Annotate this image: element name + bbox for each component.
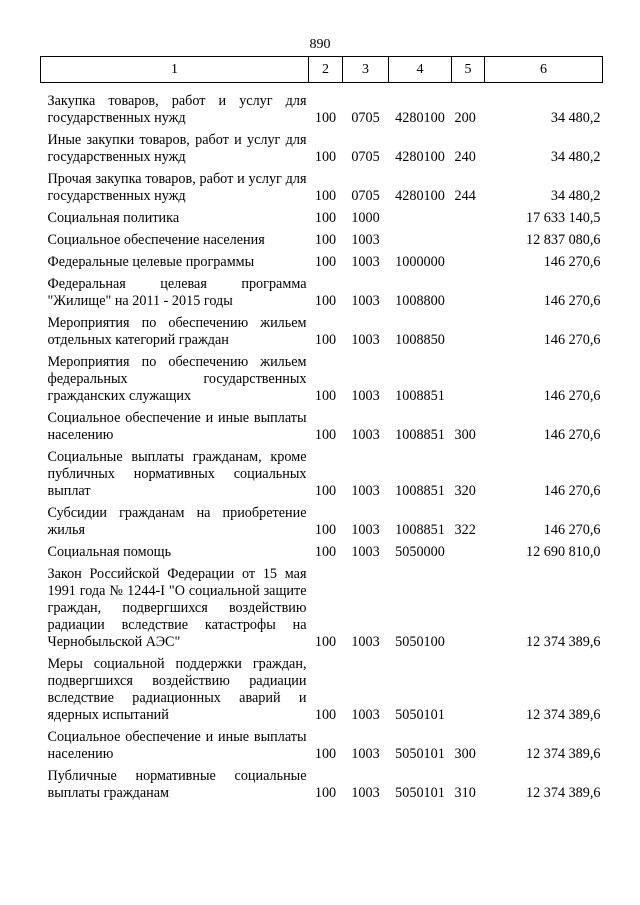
header-col-2: 2: [309, 57, 343, 83]
row-code-expense: [452, 249, 485, 271]
row-code-target: 5050101: [395, 746, 445, 762]
table-row: [41, 561, 603, 651]
row-code-section: 1003: [351, 544, 380, 560]
row-code-ministry: 100: [314, 388, 337, 404]
row-code-target: 4280100: [395, 149, 445, 165]
row-code-expense: 300: [454, 427, 476, 443]
row-code-ministry: 100: [314, 149, 337, 165]
row-code-section: 1003: [351, 293, 380, 309]
row-code-target: 1008851: [395, 427, 445, 443]
row-code-expense: [452, 561, 485, 651]
row-code-expense: [452, 651, 485, 724]
row-code-expense: [452, 310, 485, 349]
row-name: Закон Российской Федерации от 15 мая 1991 года № 1244-I "О социальной защите граждан, подвергшихся воздействию радиации вследствие катастрофы на Чернобыльской АЭС": [47, 566, 307, 650]
row-code-target: 1008851: [395, 388, 445, 404]
header-col-6: 6: [485, 57, 603, 83]
row-code-expense: 322: [454, 522, 476, 538]
row-name: Меры социальной поддержки граждан, подвергшихся воздействию радиации вследствие радиационных аварий и ядерных испытаний: [47, 656, 307, 723]
row-code-section: 1000: [351, 210, 380, 226]
table-row: [41, 651, 603, 724]
row-amount: 146 270,6: [543, 427, 601, 443]
row-code-section: 1003: [351, 746, 380, 762]
budget-table: [40, 56, 603, 802]
row-amount: 17 633 140,5: [526, 210, 601, 226]
row-code-expense: [452, 271, 485, 310]
row-code-expense: [452, 205, 485, 227]
row-name: Субсидии гражданам на приобретение жилья: [47, 505, 307, 538]
row-code-ministry: 100: [314, 293, 337, 309]
row-amount: 146 270,6: [543, 388, 601, 404]
row-code-ministry: 100: [314, 746, 337, 762]
row-code-target: 4280100: [395, 188, 445, 204]
row-code-section: 0705: [351, 188, 380, 204]
row-name: Социальные выплаты гражданам, кроме публичных нормативных социальных выплат: [47, 449, 307, 499]
row-code-target: 4280100: [395, 110, 445, 126]
row-code-section: 1003: [351, 483, 380, 499]
row-name: Мероприятия по обеспечению жильем отдельных категорий граждан: [47, 315, 307, 348]
row-name: Социальное обеспечение и иные выплаты населению: [47, 729, 307, 762]
row-code-section: 1003: [351, 388, 380, 404]
row-code-ministry: 100: [314, 427, 337, 443]
row-code-ministry: 100: [314, 254, 337, 270]
row-amount: 12 374 389,6: [526, 707, 601, 723]
row-code-expense: 320: [454, 483, 476, 499]
row-code-section: 1003: [351, 232, 380, 248]
table-row: [41, 249, 603, 271]
row-code-expense: [452, 227, 485, 249]
row-code-expense: 240: [454, 149, 476, 165]
row-code-target: 1000000: [395, 254, 445, 270]
row-code-target: 5050101: [395, 785, 445, 801]
row-code-ministry: 100: [314, 785, 337, 801]
header-row: [41, 57, 603, 83]
row-code-section: 0705: [351, 110, 380, 126]
row-code-section: 0705: [351, 149, 380, 165]
row-code-ministry: 100: [314, 332, 337, 348]
row-amount: 12 374 389,6: [526, 746, 601, 762]
row-code-section: 1003: [351, 254, 380, 270]
row-code-section: 1003: [351, 707, 380, 723]
table-row: [41, 763, 603, 802]
row-name: Социальная политика: [47, 210, 180, 226]
row-code-ministry: 100: [314, 188, 337, 204]
row-code-ministry: 100: [314, 544, 337, 560]
row-amount: 12 837 080,6: [526, 232, 601, 248]
row-code-target: 1008850: [395, 332, 445, 348]
row-code-target: 1008800: [395, 293, 445, 309]
table-row: [41, 227, 603, 249]
table-row: [41, 271, 603, 310]
row-code-section: 1003: [351, 522, 380, 538]
table-row: [41, 205, 603, 227]
row-code-section: 1003: [351, 427, 380, 443]
row-amount: 34 480,2: [550, 149, 601, 165]
row-code-target: 1008851: [395, 483, 445, 499]
row-code-expense: [452, 349, 485, 405]
row-code-expense: 310: [454, 785, 476, 801]
table-row: [41, 724, 603, 763]
table-row: [41, 349, 603, 405]
row-name: Федеральная целевая программа "Жилище" на 2011 - 2015 годы: [47, 276, 307, 309]
row-code-ministry: 100: [314, 210, 337, 226]
row-amount: 34 480,2: [550, 188, 601, 204]
row-amount: 12 374 389,6: [526, 785, 601, 801]
table-row: [41, 83, 603, 128]
row-amount: 146 270,6: [543, 332, 601, 348]
row-code-target: 5050101: [395, 707, 445, 723]
table-row: [41, 539, 603, 561]
header-col-5: 5: [452, 57, 485, 83]
row-name: Иные закупки товаров, работ и услуг для государственных нужд: [47, 132, 307, 165]
row-amount: 34 480,2: [550, 110, 601, 126]
row-code-ministry: 100: [314, 634, 337, 650]
row-name: Социальная помощь: [47, 544, 172, 560]
row-code-ministry: 100: [314, 110, 337, 126]
row-code-expense: 244: [454, 188, 476, 204]
row-code-ministry: 100: [314, 483, 337, 499]
row-name: Социальное обеспечение населения: [47, 232, 265, 248]
row-code-target: 1008851: [395, 522, 445, 538]
header-col-1: 1: [41, 57, 309, 83]
table-row: [41, 127, 603, 166]
row-name: Социальное обеспечение и иные выплаты населению: [47, 410, 307, 443]
row-amount: 146 270,6: [543, 293, 601, 309]
table-row: [41, 310, 603, 349]
table-row: [41, 166, 603, 205]
row-amount: 146 270,6: [543, 254, 601, 270]
row-amount: 12 374 389,6: [526, 634, 601, 650]
row-code-ministry: 100: [314, 232, 337, 248]
row-name: Публичные нормативные социальные выплаты гражданам: [47, 768, 307, 801]
row-code-section: 1003: [351, 332, 380, 348]
row-name: Прочая закупка товаров, работ и услуг для государственных нужд: [47, 171, 307, 204]
row-name: Закупка товаров, работ и услуг для государственных нужд: [47, 93, 307, 126]
row-name: Мероприятия по обеспечению жильем федеральных государственных гражданских служащих: [47, 354, 307, 404]
row-code-target: [389, 227, 452, 249]
row-code-expense: 300: [454, 746, 476, 762]
row-code-target: 5050000: [395, 544, 445, 560]
row-amount: 12 690 810,0: [526, 544, 601, 560]
row-name: Федеральные целевые программы: [47, 254, 255, 270]
table-row: [41, 444, 603, 500]
table-row: [41, 405, 603, 444]
row-code-expense: [452, 539, 485, 561]
row-code-section: 1003: [351, 634, 380, 650]
row-code-ministry: 100: [314, 707, 337, 723]
row-code-expense: 200: [454, 110, 476, 126]
row-code-target: 5050100: [395, 634, 445, 650]
row-amount: 146 270,6: [543, 483, 601, 499]
page-number: 890: [309, 37, 331, 52]
row-code-section: 1003: [351, 785, 380, 801]
header-col-4: 4: [389, 57, 452, 83]
header-col-3: 3: [343, 57, 389, 83]
row-code-target: [389, 205, 452, 227]
table-row: [41, 500, 603, 539]
row-code-ministry: 100: [314, 522, 337, 538]
row-amount: 146 270,6: [543, 522, 601, 538]
